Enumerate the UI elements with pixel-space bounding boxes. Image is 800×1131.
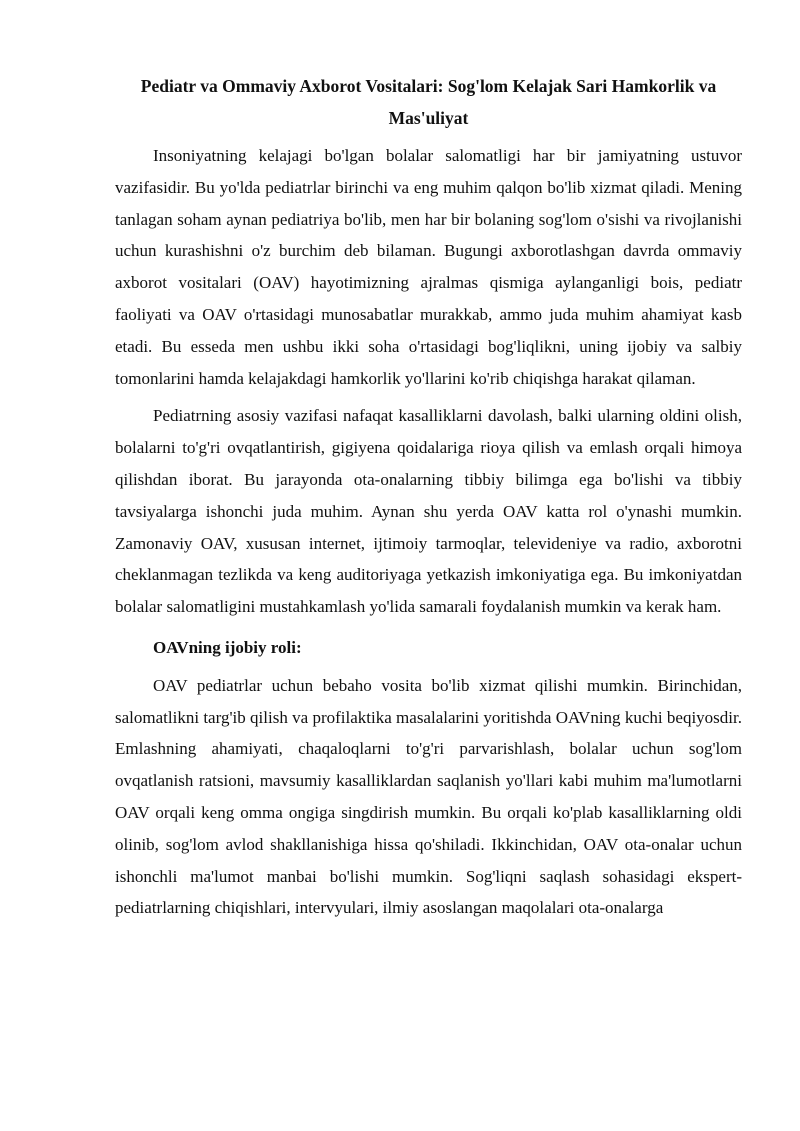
section-heading-positive-role: OAVning ijobiy roli: [153,637,302,657]
paragraph-pediatrician-role: Pediatrning asosiy vazifasi nafaqat kasalliklarni davolash, balki ularning oldini olish, bolalarni to'g'ri ovqatlantirish, gigiyena qoidalariga rioya qilish va emlash orqali himoya qilishdan iborat. Bu jarayonda ota-onalarning tibbiy bilimga ega bo'lishi va tibbiy tavsiyalarga ishonchi juda muhim. Aynan shu yerda OAV katta rol o'ynashi mumkin. Zamonaviy OAV, xususan internet, ijtimoiy tarmoqlar, televideniye va radio, axborotni cheklanmagan tezlikda va keng auditoriyaga yetkazish imkoniyatiga ega. Bu imkoniyatdan bolalar salomatligini mustahkamlash yo'lida samarali foydalanish mumkin va kerak ham. [115,406,742,617]
paragraph-intro: Insoniyatning kelajagi bo'lgan bolalar salomatligi har bir jamiyatning ustuvor vazifasidir. Bu yo'lda pediatrlar birinchi va eng muhim qalqon bo'lib xizmat qiladi. Mening tanlagan soham aynan pediatriya bo'lib, men har bir bolaning sog'lom o'sishi va rivojlanishi uchun kurashishni o'z burchim deb bilaman. Bugungi axborotlashgan davrda ommaviy axborot vositalari (OAV) hayotimizning ajralmas qismiga aylanganligi bois, pediatr faoliyati va OAV o'rtasidagi munosabatlar murakkab, ammo juda muhim ahamiyat kasb etadi. Bu esseda men ushbu ikki soha o'rtasidagi bog'liqlikni, uning ijobiy va salbiy tomonlarini hamda kelajakdagi hamkorlik yo'llarini ko'rib chiqishga harakat qilaman. [115,146,742,388]
paragraph-media-positive: OAV pediatrlar uchun bebaho vosita bo'lib xizmat qilishi mumkin. Birinchidan, salomatlikni targ'ib qilish va profilaktika masalalarini yoritishda OAVning kuchi beqiyosdir. Emlashning ahamiyati, chaqaloqlarni to'g'ri parvarishlash, bolalar uchun sog'lom ovqatlanish ratsioni, mavsumiy kasalliklardan saqlanish yo'llari kabi muhim ma'lumotlarni OAV orqali keng omma ongiga singdirish mumkin. Bu orqali ko'plab kasalliklarning oldi olinib, sog'lom avlod shakllanishiga hissa qo'shiladi. Ikkinchidan, OAV ota-onalar uchun ishonchli ma'lumot manbai bo'lishi mumkin. Sog'liqni saqlash sohasidagi ekspert-pediatrlarning chiqishlari, intervyulari, ilmiy asoslangan maqolalari ota-onalarga [115,675,742,918]
document-title: Pediatr va Ommaviy Axborot Vositalari: Sog'lom Kelajak Sari Hamkorlik va Mas'uliyat [140,76,717,128]
